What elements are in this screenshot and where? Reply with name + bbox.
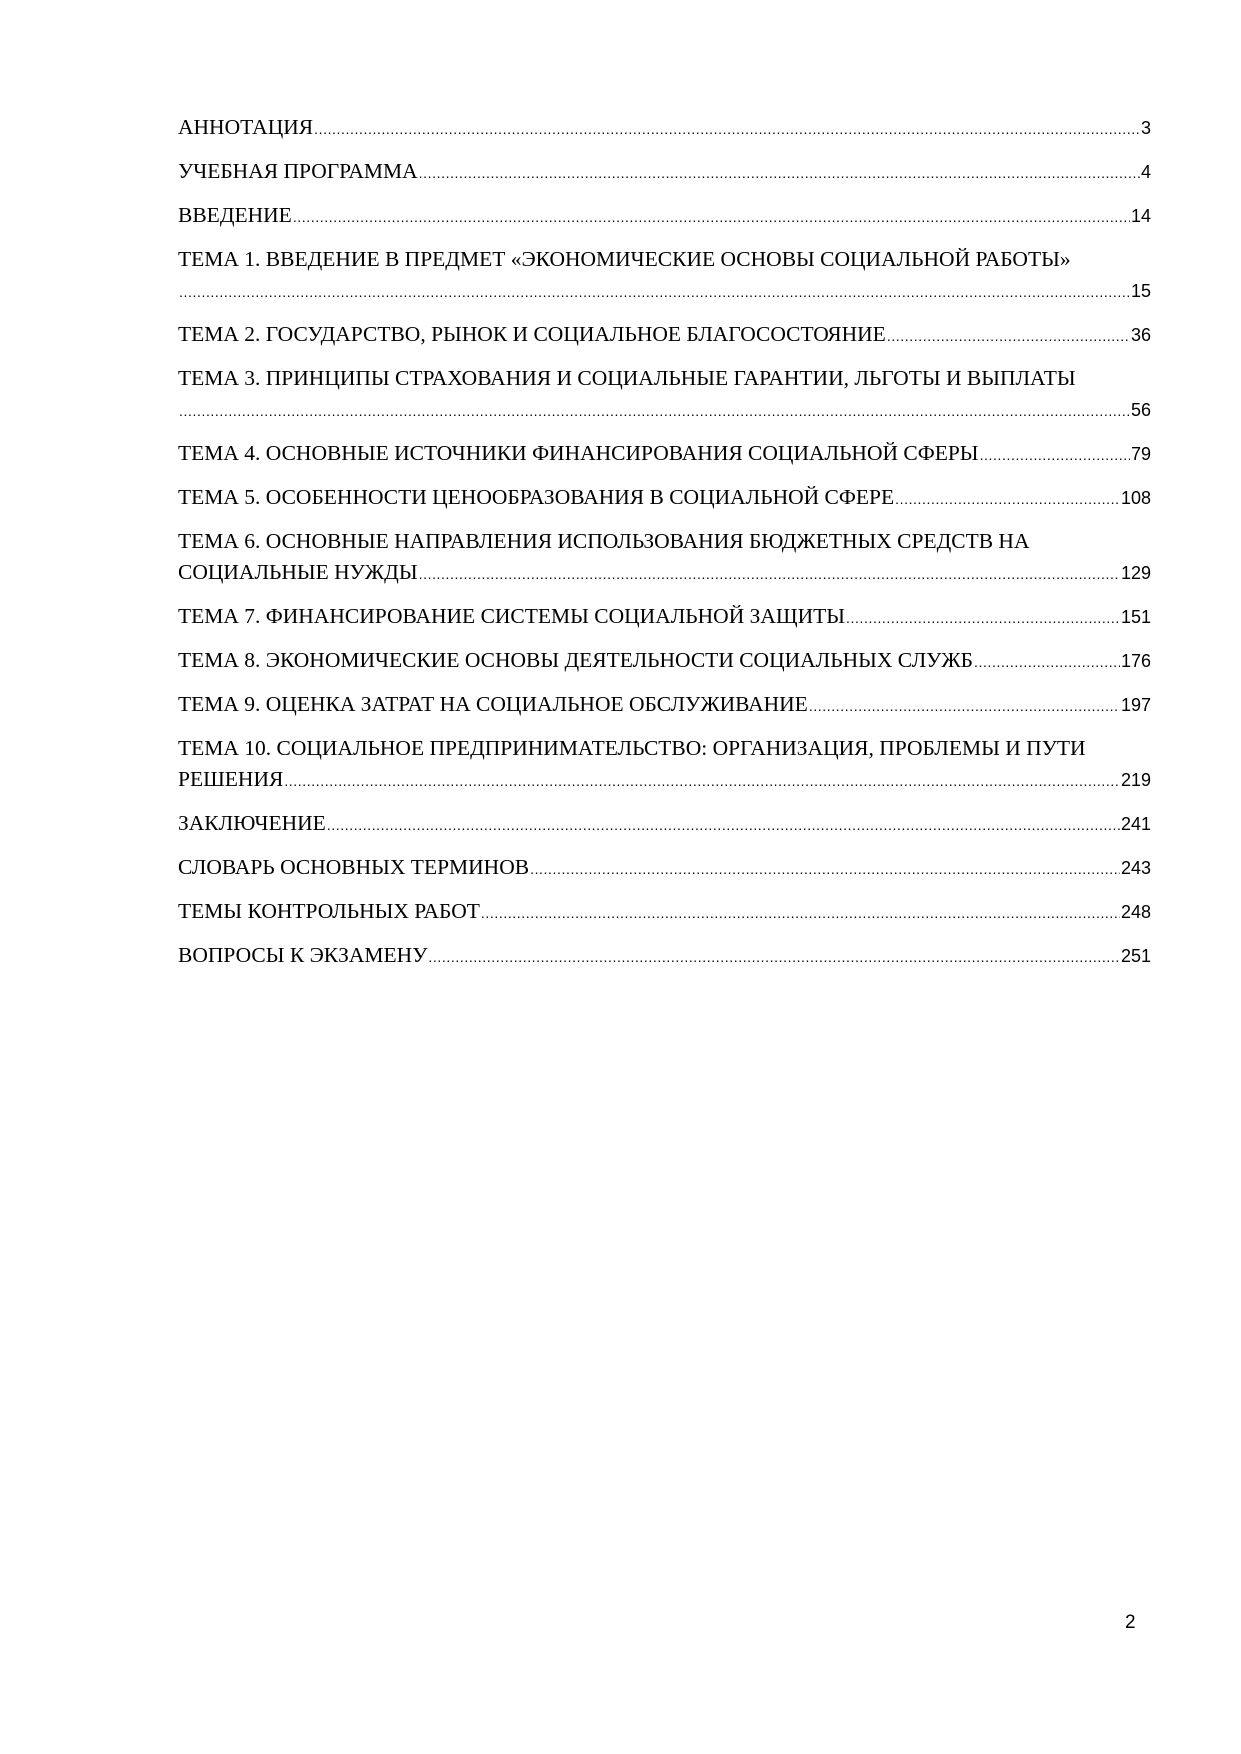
toc-entry[interactable] [178,526,1151,590]
dot-leader [419,156,1140,189]
dot-leader [846,601,1120,634]
toc-entry-line [178,940,1151,973]
toc-entry-page-number: 4 [1140,162,1151,182]
dot-leader [980,438,1130,471]
toc-entry-page-number: 248 [1120,902,1151,922]
toc-entry[interactable] [178,733,1151,797]
toc-entry-page-number: 197 [1120,695,1151,715]
toc-entry-title: ТЕМЫ КОНТРОЛЬНЫХ РАБОТ [178,899,480,923]
dot-leader [419,557,1120,590]
toc-entry-title: ВВЕДЕНИЕ [178,203,292,227]
toc-entry[interactable] [178,112,1151,145]
toc-entry-line [178,156,1151,189]
toc-entry-page-number: 14 [1130,206,1151,226]
dot-leader [530,852,1120,885]
toc-entry-line [178,601,1151,634]
toc-entry-line [178,482,1151,515]
toc-entry-line [178,896,1151,929]
toc-entry-title: РЕШЕНИЯ [178,767,284,791]
toc-entry-title: ТЕМА 9. ОЦЕНКА ЗАТРАТ НА СОЦИАЛЬНОЕ ОБСЛУЖИВАНИЕ [178,692,808,716]
toc-entry-title: ТЕМА 7. ФИНАНСИРОВАНИЕ СИСТЕМЫ СОЦИАЛЬНОЙ ЗАЩИТЫ [178,604,846,628]
toc-entry-page-number: 15 [1130,281,1151,301]
toc-entry-page-number: 176 [1120,651,1151,671]
page-number: 2 [1125,1612,1136,1633]
dot-leader [284,764,1120,797]
toc-entry[interactable] [178,852,1151,885]
toc-entry-page-number: 108 [1120,488,1151,508]
dot-leader [179,394,1130,427]
toc-entry[interactable] [178,601,1151,634]
toc-entry-title: ТЕМА 4. ОСНОВНЫЕ ИСТОЧНИКИ ФИНАНСИРОВАНИЯ СОЦИАЛЬНОЙ СФЕРЫ [178,441,979,465]
toc-entry-title: СОЦИАЛЬНЫЕ НУЖДЫ [178,560,418,584]
dot-leader [809,689,1120,722]
toc-entry-page-number: 219 [1120,770,1151,790]
toc-entry-line [178,557,1151,590]
toc-entry-line [178,438,1151,471]
toc-entry[interactable] [178,319,1151,352]
toc-entry[interactable] [178,808,1151,841]
toc-entry-page-number: 36 [1130,325,1151,345]
toc-entry-page-number: 243 [1120,858,1151,878]
toc-entry[interactable] [178,645,1151,678]
table-of-contents [178,112,1151,984]
toc-entry-page-number: 3 [1140,118,1151,138]
toc-entry[interactable] [178,689,1151,722]
toc-entry-line [178,764,1151,797]
dot-leader [293,200,1130,233]
toc-entry-title: СЛОВАРЬ ОСНОВНЫХ ТЕРМИНОВ [178,855,530,879]
toc-entry-page-number: 129 [1120,563,1151,583]
toc-entry-page-number: 56 [1130,400,1151,420]
toc-entry-page-number: 251 [1120,946,1151,966]
toc-entry-title: УЧЕБНАЯ ПРОГРАММА [178,159,418,183]
toc-entry-title-line: ТЕМА 10. СОЦИАЛЬНОЕ ПРЕДПРИНИМАТЕЛЬСТВО: ОРГАНИЗАЦИЯ, ПРОБЛЕМЫ И ПУТИ [178,736,1086,760]
toc-entry-title: ЗАКЛЮЧЕНИЕ [178,811,326,835]
toc-entry[interactable] [178,438,1151,471]
toc-entry-title-line: ТЕМА 1. ВВЕДЕНИЕ В ПРЕДМЕТ «ЭКОНОМИЧЕСКИЕ ОСНОВЫ СОЦИАЛЬНОЙ РАБОТЫ» [178,247,1071,271]
toc-entry-line [178,200,1151,233]
toc-entry[interactable] [178,940,1151,973]
toc-entry-title: АННОТАЦИЯ [178,115,314,139]
toc-entry-title: ТЕМА 2. ГОСУДАРСТВО, РЫНОК И СОЦИАЛЬНОЕ БЛАГОСОСТОЯНИЕ [178,322,886,346]
toc-entry-title-line: ТЕМА 3. ПРИНЦИПЫ СТРАХОВАНИЯ И СОЦИАЛЬНЫЕ ГАРАНТИИ, ЛЬГОТЫ И ВЫПЛАТЫ [178,366,1076,390]
dot-leader [895,482,1120,515]
toc-entry-line [178,275,1151,308]
toc-entry-line [178,689,1151,722]
toc-entry-page-number: 241 [1120,814,1151,834]
toc-entry-line [178,808,1151,841]
toc-entry-page-number: 79 [1130,444,1151,464]
toc-entry[interactable] [178,896,1151,929]
dot-leader [327,808,1120,841]
dot-leader [428,940,1120,973]
toc-entry[interactable] [178,363,1151,427]
toc-entry-line [178,319,1151,352]
toc-entry-page-number: 151 [1120,607,1151,627]
toc-entry-line [178,394,1151,427]
toc-entry[interactable] [178,482,1151,515]
toc-entry-line [178,645,1151,678]
dot-leader [887,319,1130,352]
toc-entry[interactable] [178,156,1151,189]
toc-entry-line [178,112,1151,145]
toc-entry[interactable] [178,244,1151,308]
toc-entry-title-line: ТЕМА 6. ОСНОВНЫЕ НАПРАВЛЕНИЯ ИСПОЛЬЗОВАНИЯ БЮДЖЕТНЫХ СРЕДСТВ НА [178,529,1030,553]
dot-leader [179,275,1130,308]
dot-leader [974,645,1120,678]
toc-entry-title: ТЕМА 8. ЭКОНОМИЧЕСКИЕ ОСНОВЫ ДЕЯТЕЛЬНОСТИ СОЦИАЛЬНЫХ СЛУЖБ [178,648,973,672]
toc-entry-line [178,852,1151,885]
toc-entry-title: ВОПРОСЫ К ЭКЗАМЕНУ [178,943,428,967]
dot-leader [314,112,1140,145]
dot-leader [481,896,1120,929]
toc-entry-title: ТЕМА 5. ОСОБЕННОСТИ ЦЕНООБРАЗОВАНИЯ В СОЦИАЛЬНОЙ СФЕРЕ [178,485,895,509]
toc-entry[interactable] [178,200,1151,233]
